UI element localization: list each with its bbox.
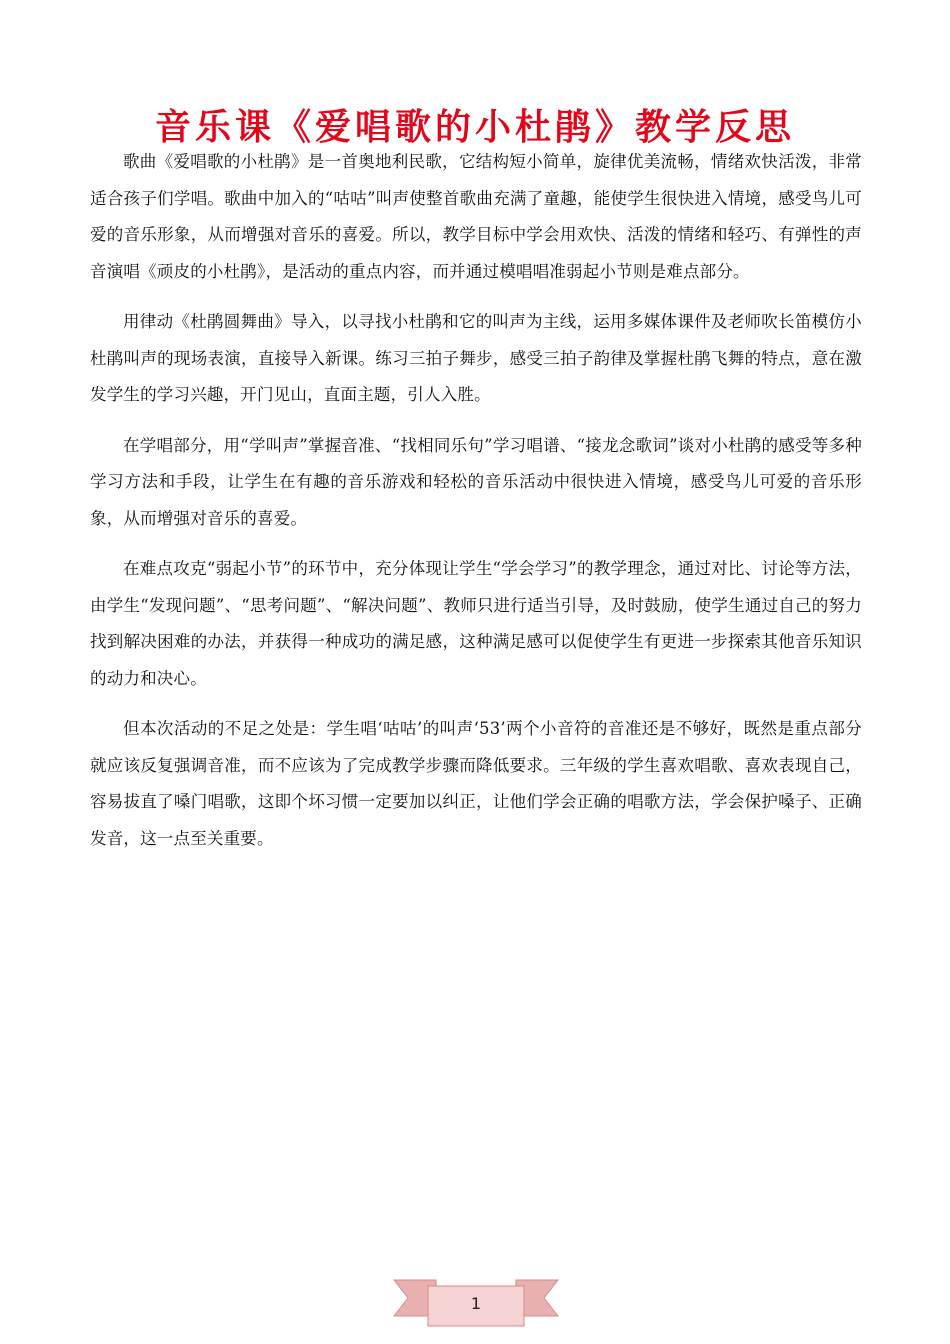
page-number: 1	[470, 1294, 482, 1313]
paragraph: 在学唱部分，用“学叫声”掌握音准、“找相同乐句”学习唱谱、“接龙念歌词”谈对小杜鹃的感受等多种学习方法和手段，让学生在有趣的音乐游戏和轻松的音乐活动中很快进入情境，感受鸟儿可爱的音乐形象，从而增强对音乐的喜爱。	[90, 435, 862, 528]
paragraph: 歌曲《爱唱歌的小杜鹃》是一首奥地利民歌，它结构短小简单，旋律优美流畅，情绪欢快活泼，非常适合孩子们学唱。歌曲中加入的“咕咕”叫声使整首歌曲充满了童趣，能使学生很快进入情境，感受鸟儿可爱的音乐形象，从而增强对音乐的喜爱。所以，教学目标中学会用欢快、活泼的情绪和轻巧、有弹性的声音演唱《顽皮的小杜鹃》，是活动的重点内容，而并通过模唱唱准弱起小节则是难点部分。	[90, 152, 862, 281]
page-number-ribbon	[392, 1272, 560, 1334]
paragraph: 在难点攻克“弱起小节”的环节中，充分体现让学生“学会学习”的教学理念，通过对比、讨论等方法，由学生“发现问题”、“思考问题”、“解决问题”、教师只进行适当引导，及时鼓励，使学生通过自己的努力找到解决困难的办法，并获得一种成功的满足感，这种满足感可以促使学生有更进一步探索其他音乐知识的动力和决心。	[90, 559, 862, 688]
article-body	[90, 144, 862, 871]
paragraph: 用律动《杜鹃圆舞曲》导入，以寻找小杜鹃和它的叫声为主线，运用多媒体课件及老师吹长笛模仿小杜鹃叫声的现场表演，直接导入新课。练习三拍子舞步，感受三拍子韵律及掌握杜鹃飞舞的特点，意在激发学生的学习兴趣，开门见山，直面主题，引人入胜。	[90, 312, 862, 404]
page-title: 音乐课《爱唱歌的小杜鹃》教学反思	[154, 107, 795, 148]
paragraph: 但本次活动的不足之处是：学生唱‘咕咕’的叫声‘53’两个小音符的音准还是不够好，既然是重点部分就应该反复强调音准，而不应该为了完成教学步骤而降低要求。三年级的学生喜欢唱歌、喜欢表现自己，容易拔直了嗓门唱歌，这即个坏习惯一定要加以纠正，让他们学会正确的唱歌方法，学会保护嗓子、正确发音，这一点至关重要。	[90, 719, 862, 848]
